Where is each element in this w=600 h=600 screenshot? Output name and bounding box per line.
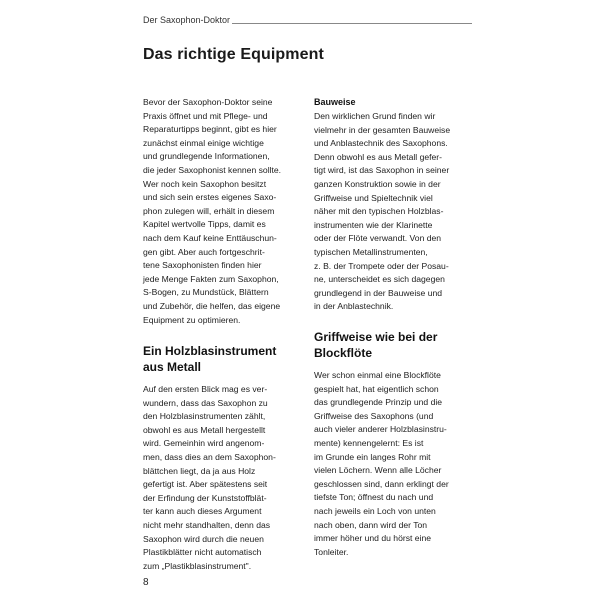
- text-line: Reparaturtipps beginnt, gibt es hier: [143, 124, 277, 135]
- section-heading: Griffweise wie bei der: [314, 330, 438, 344]
- text-line: Tonleiter.: [314, 546, 349, 557]
- section-holzblasinstrument: [143, 343, 307, 573]
- text-line: gefertigt ist. Aber spätestens seit: [143, 479, 268, 490]
- section-body: [143, 383, 307, 573]
- text-line: instrumenten wie der Klarinette: [314, 219, 433, 230]
- text-line: Equipment zu optimieren.: [143, 314, 241, 325]
- text-line: der Erfindung der Kunststoffblät-: [143, 492, 267, 503]
- text-line: Griffweise des Saxophons (und: [314, 410, 434, 421]
- text-line: Auf den ersten Blick mag es ver-: [143, 384, 268, 394]
- text-line: nach dem Kauf keine Enttäuschun-: [143, 232, 277, 243]
- text-line: vielmehr in der gesamten Bauweise: [314, 124, 451, 135]
- text-line: jede Menge Fakten zum Saxophon,: [143, 273, 279, 284]
- text-line: z. B. der Trompete oder der Posau-: [314, 260, 449, 271]
- section-griffweise: [314, 329, 478, 559]
- text-line: Griffweise und Spieltechnik viel: [314, 192, 433, 203]
- text-line: gespielt hat, hat eigentlich schon: [314, 383, 439, 394]
- text-line: blättchen liegt, da ja aus Holz: [143, 465, 256, 476]
- section-heading: aus Metall: [143, 360, 202, 374]
- text-line: zum „Plastikblasinstrument".: [143, 560, 252, 571]
- running-head: Der Saxophon-Doktor: [143, 15, 231, 25]
- section-bauweise: [314, 96, 478, 314]
- text-line: nicht mehr standhalten, denn das: [143, 519, 271, 530]
- text-line: Plastikblätter nicht automatisch: [143, 547, 262, 558]
- text-line: und Zubehör, die helfen, das eigene: [143, 300, 281, 311]
- text-line: nach jeweils ein Loch von unten: [314, 505, 436, 516]
- text-line: nach oben, dann wird der Ton: [314, 519, 428, 530]
- text-line: ter kann auch dieses Argument: [143, 506, 262, 517]
- text-line: ganzen Konstruktion sowie in der: [314, 178, 441, 189]
- text-line: näher mit den typischen Holzblas-: [314, 206, 444, 217]
- text-line: auch vieler anderer Holzblasinstru-: [314, 424, 447, 435]
- text-line: tene Saxophonisten finden hier: [143, 260, 262, 271]
- section-heading: Ein Holzblasinstrument: [143, 344, 277, 358]
- text-line: tiefste Ton; öffnest du nach und: [314, 492, 434, 503]
- text-line: immer höher und du hörst eine: [314, 533, 432, 544]
- text-line: ne, unterscheidet es sich dagegen: [314, 274, 445, 285]
- text-line: Den wirklichen Grund finden wir: [314, 111, 436, 121]
- text-line: das grundlegende Prinzip und die: [314, 397, 443, 408]
- intro-paragraph: [143, 96, 307, 327]
- text-line: Denn obwohl es aus Metall gefer-: [314, 151, 443, 162]
- text-line: und sich sein erstes eigenes Saxo-: [143, 192, 277, 203]
- text-line: phon zulegen will, erhält in diesem: [143, 205, 275, 216]
- text-line: grundlegend in der Bauweise und: [314, 287, 443, 298]
- header-rule: [232, 23, 472, 24]
- text-line: wird. Gemeinhin wird angenom-: [143, 438, 265, 449]
- text-line: und Anblastechnik des Saxophons.: [314, 138, 448, 149]
- text-line: Saxophon wird durch die neuen: [143, 533, 264, 544]
- section-body: [314, 110, 478, 314]
- text-line: geschlossen sind, dann erklingt der: [314, 478, 449, 489]
- text-line: in der Anblastechnik.: [314, 301, 394, 312]
- text-line: Kapitel wertvolle Tipps, damit es: [143, 219, 266, 230]
- text-line: wundern, dass das Saxophon zu: [143, 397, 268, 408]
- text-line: vielen Löchern. Wenn alle Löcher: [314, 465, 442, 476]
- text-line: obwohl es aus Metall hergestellt: [143, 424, 266, 435]
- text-line: tigt wird, ist das Saxophon in seiner: [314, 165, 450, 176]
- text-line: Wer schon einmal eine Blockflöte: [314, 370, 441, 380]
- text-line: men, dass dies an dem Saxophon-: [143, 451, 276, 462]
- page-number: 8: [143, 577, 149, 588]
- chapter-title: Das richtige Equipment: [143, 46, 324, 63]
- text-line: gen gibt. Aber auch fortgeschrit-: [143, 246, 265, 257]
- text-line: oder der Flöte verwandt. Von den: [314, 233, 442, 244]
- text-line: die jeder Saxophonist kennen sollte.: [143, 164, 282, 175]
- text-line: S-Bogen, zu Mundstück, Blättern: [143, 287, 269, 298]
- text-line: Wer noch kein Saxophon besitzt: [143, 178, 267, 189]
- text-line: typischen Metallinstrumenten,: [314, 246, 428, 257]
- text-line: und grundlegende Informationen,: [143, 151, 270, 162]
- text-line: zunächst einmal einige wichtige: [143, 137, 264, 148]
- text-line: den Holzblasinstrumenten zählt,: [143, 411, 266, 422]
- text-line: im Grunde ein langes Rohr mit: [314, 451, 431, 462]
- text-line: Praxis öffnet und mit Pflege- und: [143, 110, 268, 121]
- section-body: [314, 369, 478, 559]
- text-line: Bevor der Saxophon-Doktor seine: [143, 97, 273, 107]
- section-heading: Blockflöte: [314, 346, 373, 360]
- text-line: mente) kennengelernt: Es ist: [314, 437, 424, 448]
- section-heading: Bauweise: [314, 97, 356, 107]
